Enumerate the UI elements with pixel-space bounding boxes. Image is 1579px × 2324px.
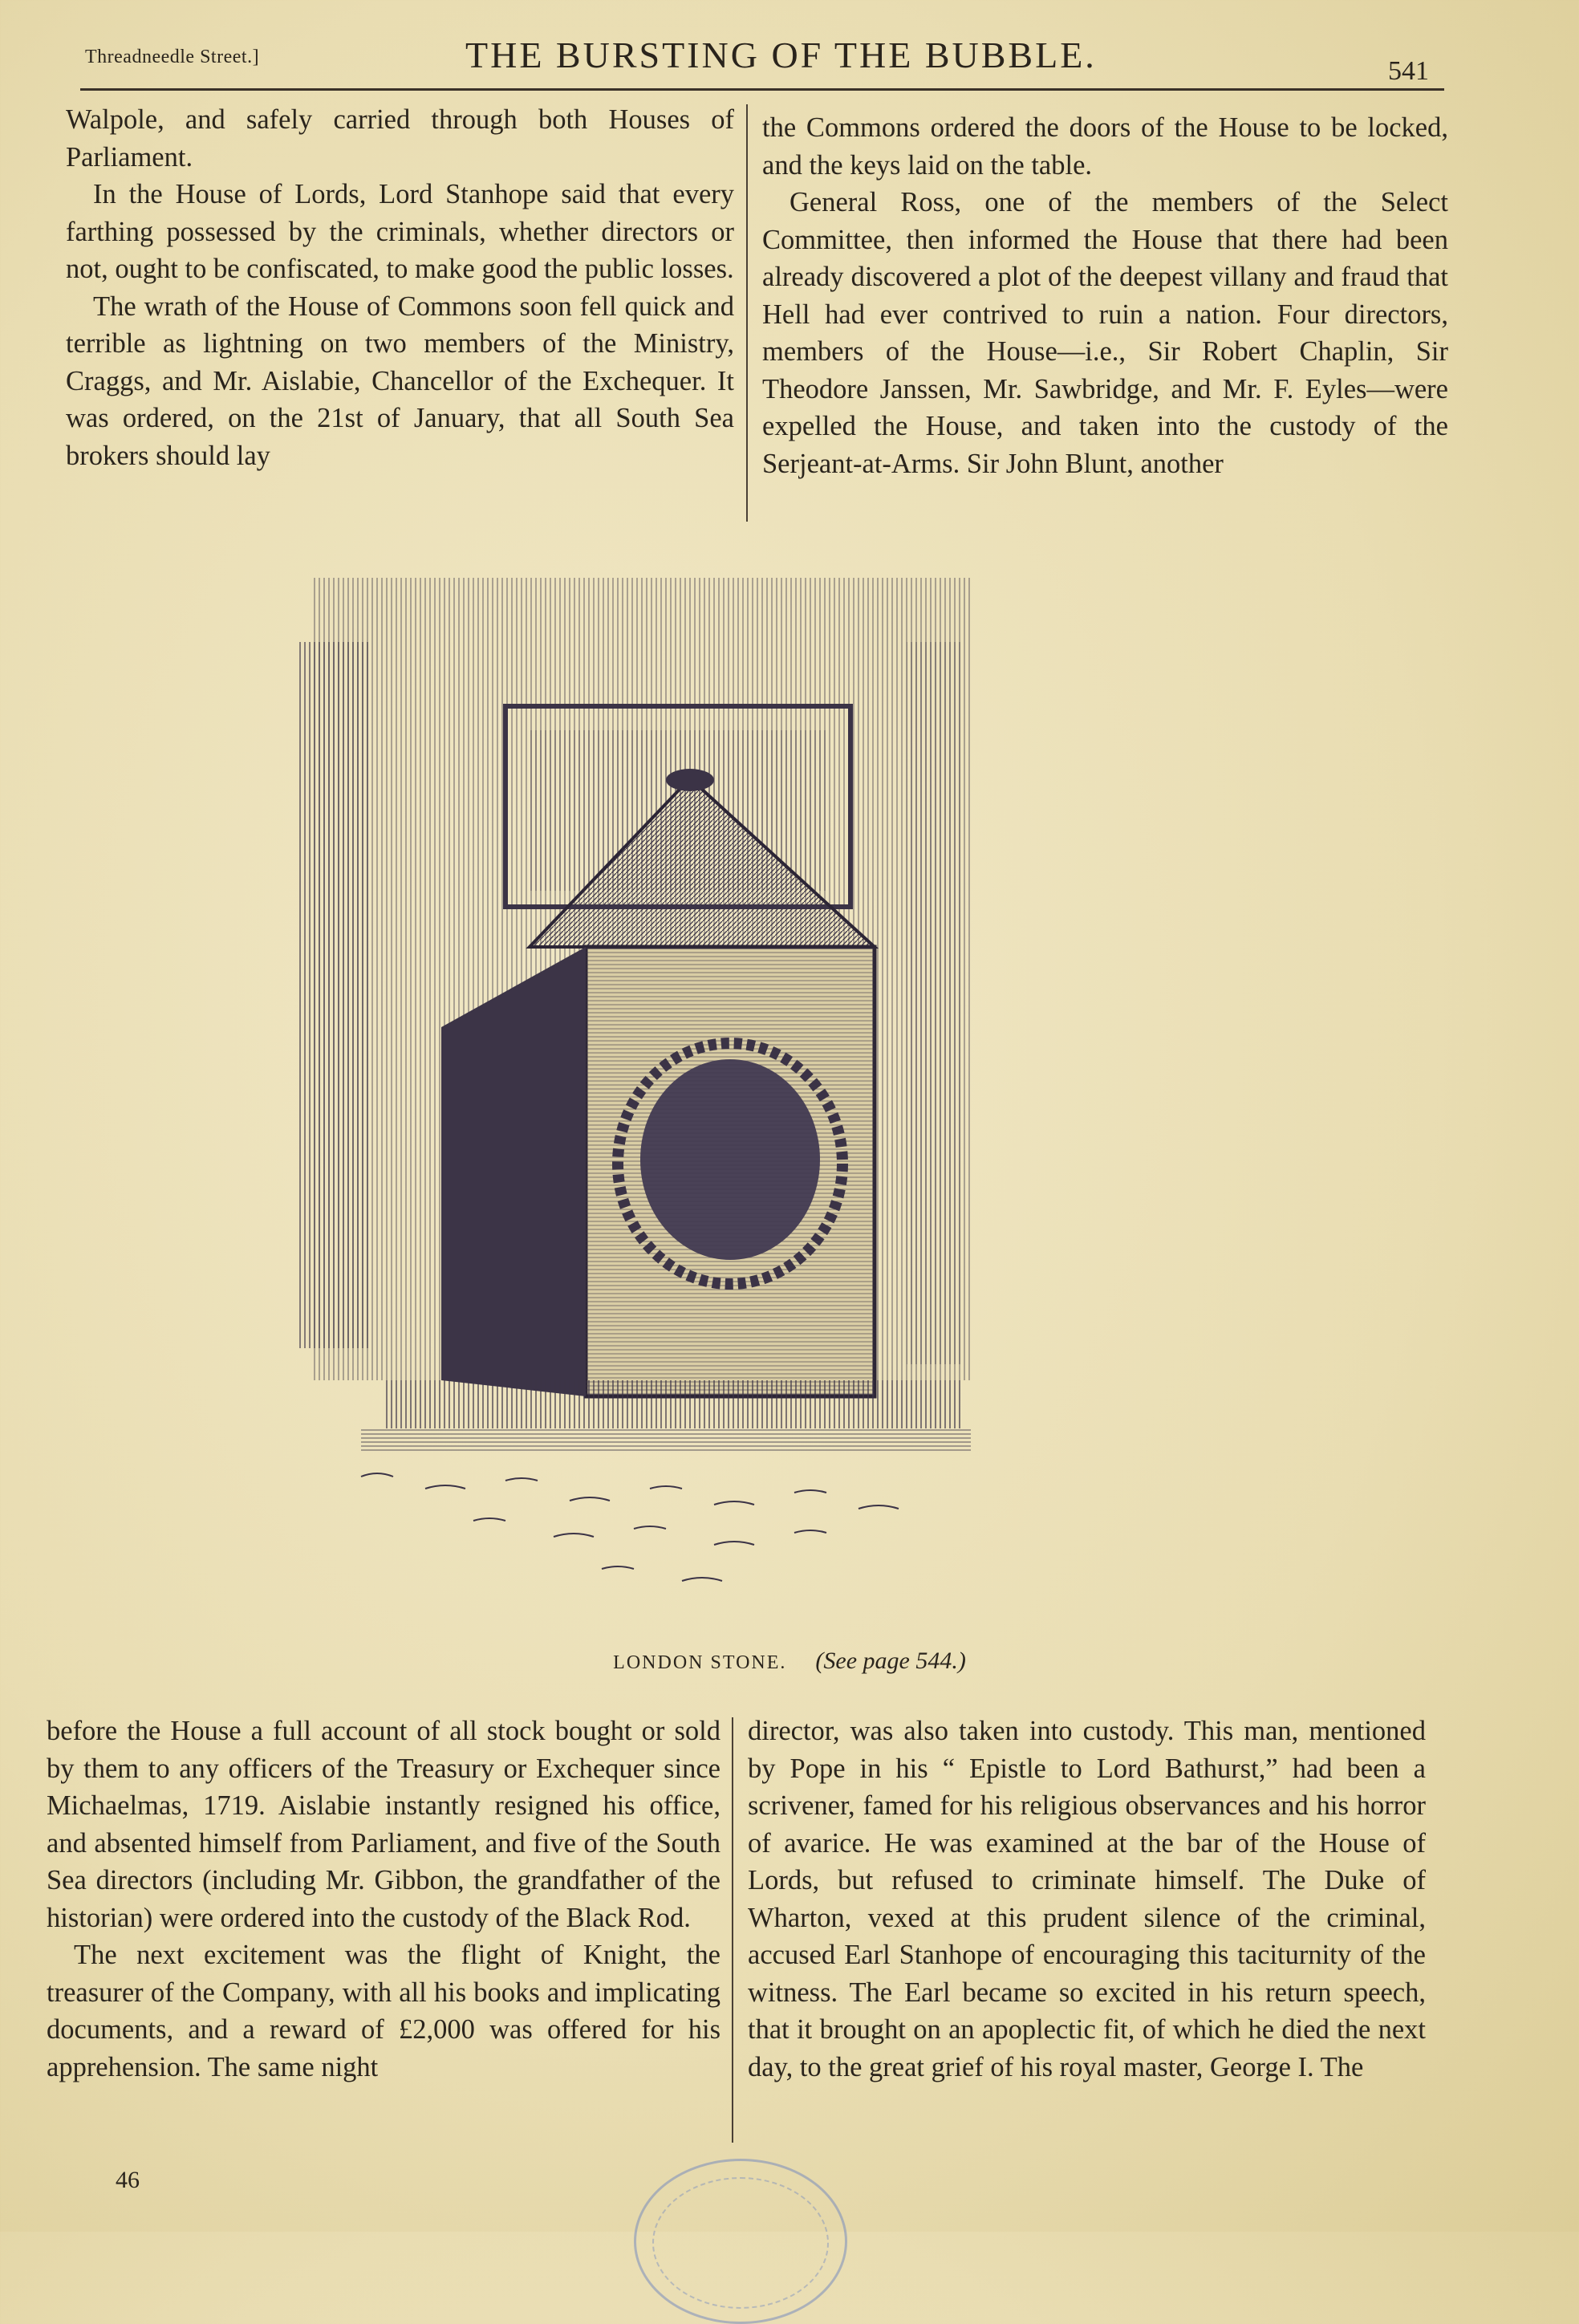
signature-mark: 46 bbox=[116, 2167, 140, 2193]
paragraph: Walpole, and safely carried through both Houses of Parliament. bbox=[66, 104, 734, 173]
pavement-strokes bbox=[361, 1473, 899, 1581]
paragraph: before the House a full account of all stock bought or sold by them to any officers of the Treasury or Exchequer since Michaelmas, 1719. Aislabie instantly resigned his office, and absented himself from Parliament, and five of the South Sea directors (including Mr. Gibbon, the grandfather of the historian) were ordered into the custody of the Black Rod. bbox=[47, 1716, 720, 1933]
london-stone-engraving bbox=[265, 546, 1212, 1629]
plinth bbox=[385, 1380, 963, 1428]
figure-caption bbox=[0, 1648, 1579, 1675]
column-bottom-right bbox=[748, 1713, 1426, 2086]
paragraph: the Commons ordered the doors of the House to be locked, and the keys laid on the table. bbox=[762, 112, 1448, 181]
caption-reference: (See page 544.) bbox=[815, 1648, 966, 1674]
caption-title: LONDON STONE. bbox=[613, 1652, 787, 1673]
paragraph: General Ross, one of the members of the Select Committee, then informed the House that there had been already discovered a plot of the deepest villany and fraud that Hell had ever contrived to ruin a nation. Four directors, members of the House—i.e., Sir Robert Chaplin, Sir Theodore Janssen, Mr. Sawbridge, and Mr. F. Eyles—were expelled the House, and taken into the custody of the Serjeant-at-Arms. Sir John Blunt, another bbox=[762, 187, 1448, 479]
column-divider bbox=[746, 104, 748, 522]
paragraph: The wrath of the House of Commons soon fell quick and terrible as lightning on two members of the Ministry, Craggs, and Mr. Aislabie, Chancellor of the Exchequer. It was ordered, on the 21st of January, that all South Sea brokers should lay bbox=[66, 290, 734, 471]
running-head-title: THE BURSTING OF THE BUBBLE. bbox=[465, 35, 1097, 75]
right-pillar bbox=[907, 642, 963, 1364]
running-head bbox=[80, 34, 1444, 90]
left-pillar bbox=[297, 642, 369, 1348]
column-top-right bbox=[762, 109, 1448, 482]
column-top-left bbox=[66, 101, 734, 474]
library-stamp bbox=[634, 2159, 847, 2324]
paragraph: In the House of Lords, Lord Stanhope said that every farthing possessed by the criminals, whether directors or not, ought to be confiscated, to make good the public losses. bbox=[66, 179, 734, 284]
column-bottom-left bbox=[47, 1713, 720, 2086]
page-number: 541 bbox=[1388, 56, 1429, 86]
paragraph: director, was also taken into custody. This man, mentioned by Pope in his “ Epistle to Lord Bathurst,” had been a scrivener, famed for his religious observances and his horror of avarice. He was examined at the bar of the House of Lords, but refused to criminate himself. The Duke of Wharton, vexed at this prudent silence of the criminal, accused Earl Stanhope of encouraging this taciturnity of the witness. The Earl became so excited in his return speech, that it brought on an apoplectic fit, of which he died the next day, to the great grief of his royal master, George I. The bbox=[748, 1716, 1426, 2082]
paragraph: The next excitement was the flight of Knight, the treasurer of the Company, with all his books and implicating documents, and a reward of £2,000 was offered for his apprehension. The same night bbox=[47, 1940, 720, 2082]
library-stamp-ring bbox=[652, 2177, 829, 2309]
running-head-section: Threadneedle Street.] bbox=[85, 47, 260, 67]
header-rule bbox=[80, 88, 1444, 91]
column-divider bbox=[732, 1717, 733, 2143]
